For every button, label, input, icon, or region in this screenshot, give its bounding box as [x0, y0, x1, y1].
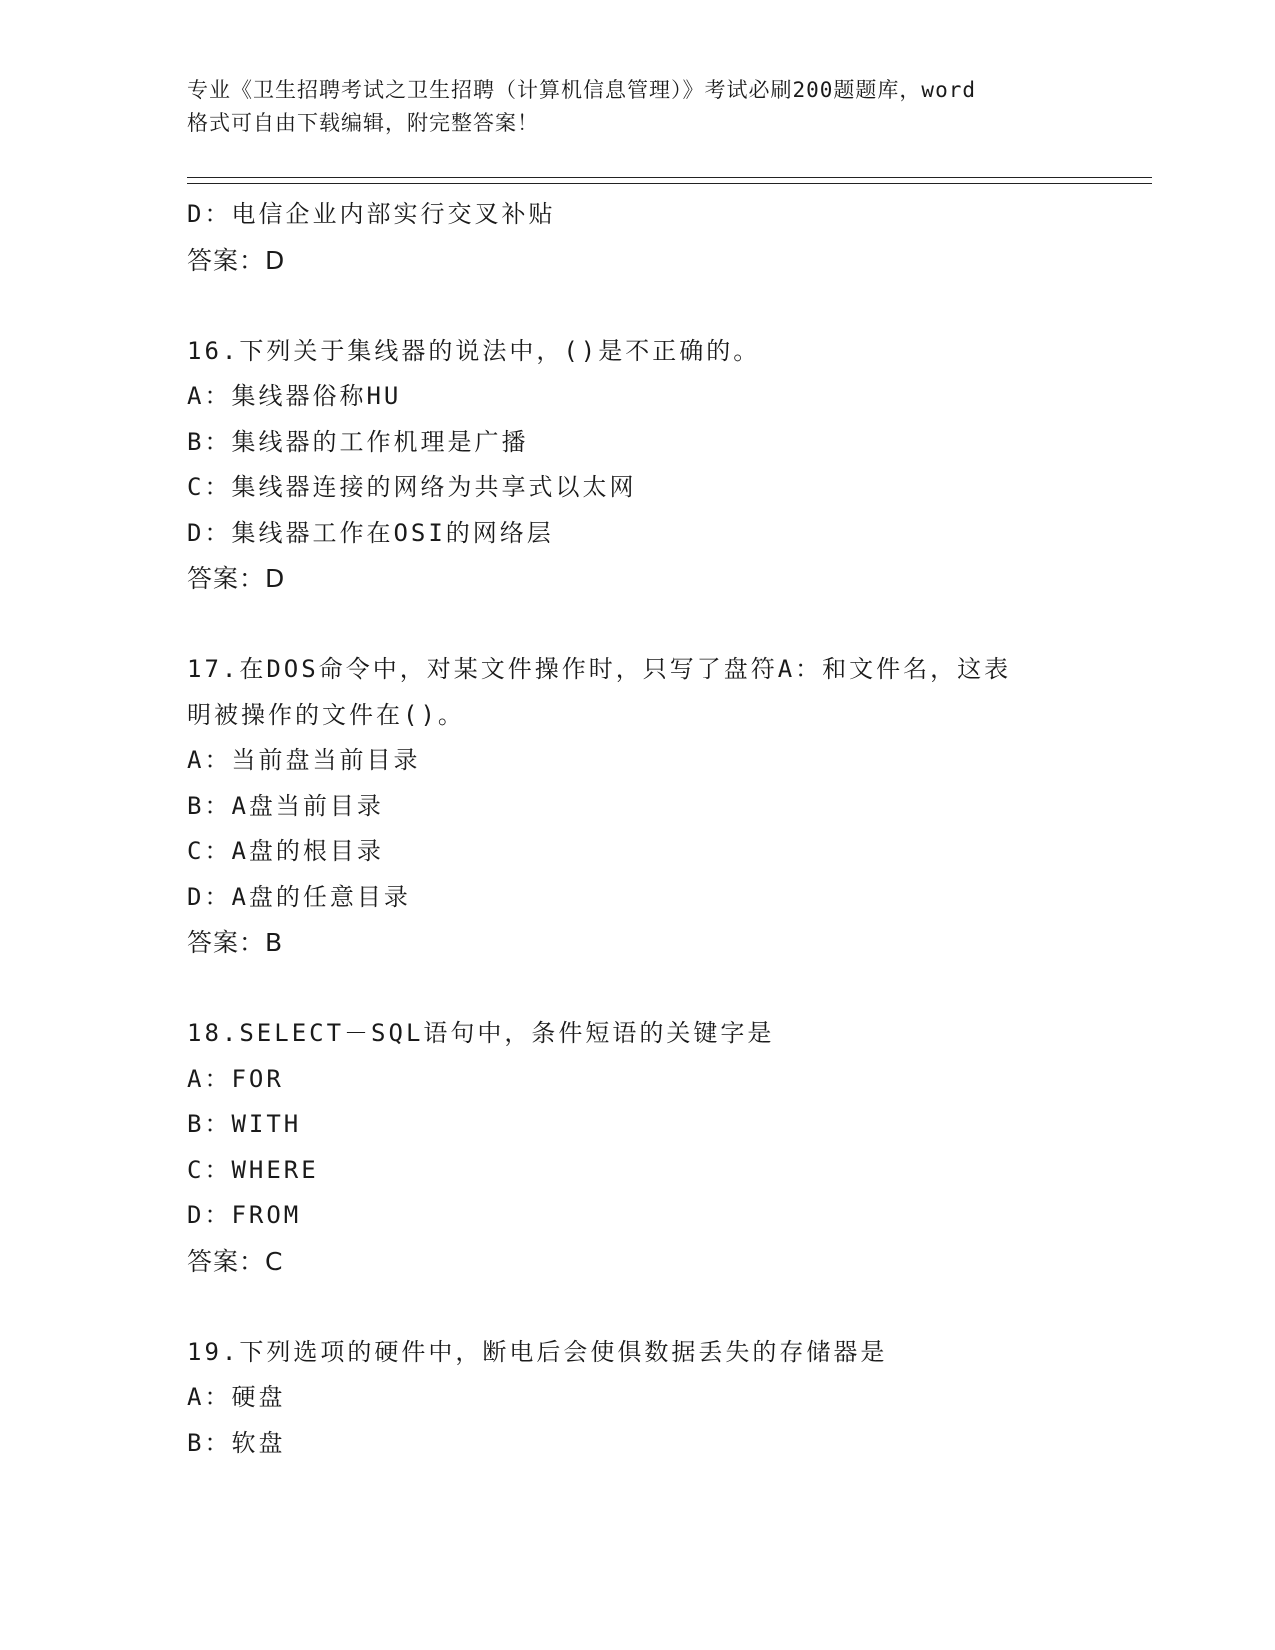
- option-a: A：FOR: [187, 1064, 284, 1093]
- question-text: 16.下列关于集线器的说法中，()是不正确的。: [187, 336, 761, 365]
- answer-line: 答案：D: [187, 564, 286, 593]
- option-c: C：集线器连接的网络为共享式以太网: [187, 473, 637, 501]
- answer-line: 答案：C: [187, 1246, 284, 1276]
- spacer: [187, 966, 1087, 1012]
- header-divider-bottom: [187, 183, 1152, 184]
- question-text-continued: 明被操作的文件在()。: [187, 700, 465, 729]
- option-d: D：FROM: [187, 1201, 302, 1229]
- question-list: [187, 192, 1087, 1466]
- spacer: [187, 283, 1087, 329]
- spacer: [187, 1284, 1087, 1330]
- question-19: [187, 1330, 1087, 1467]
- question-text: 17.在DOS命令中，对某文件操作时，只写了盘符A：和文件名，这表: [187, 655, 1012, 683]
- option-b: B：A盘当前目录: [187, 791, 384, 820]
- option-a: A：集线器俗称HU: [187, 382, 402, 410]
- option-b: B：WITH: [187, 1110, 302, 1138]
- option-b: B：集线器的工作机理是广播: [187, 427, 529, 456]
- option-c: C：A盘的根目录: [187, 837, 384, 865]
- question-18: [187, 1011, 1087, 1284]
- option-a: A：当前盘当前目录: [187, 746, 421, 774]
- option-c: C：WHERE: [187, 1155, 319, 1184]
- question-text: 19.下列选项的硬件中，断电后会使俱数据丢失的存储器是: [187, 1337, 888, 1366]
- header-line-2: 格式可自由下载编辑，附完整答案！: [187, 111, 539, 135]
- document-header: [187, 74, 1087, 140]
- question-17: [187, 647, 1087, 966]
- option-d: D：电信企业内部实行交叉补贴: [187, 200, 556, 228]
- header-divider-top: [187, 177, 1152, 178]
- answer-line: 答案：B: [187, 928, 284, 957]
- option-b: B：软盘: [187, 1428, 286, 1457]
- option-a: A：硬盘: [187, 1383, 286, 1411]
- answer-line: 答案：D: [187, 245, 286, 275]
- question-16: [187, 329, 1087, 602]
- header-line-1: 专业《卫生招聘考试之卫生招聘（计算机信息管理）》考试必刷200题题库，word: [187, 78, 976, 102]
- spacer: [187, 602, 1087, 648]
- option-d: D：A盘的任意目录: [187, 882, 411, 911]
- question-text: 18.SELECT－SQL语句中，条件短语的关键字是: [187, 1019, 775, 1047]
- option-d: D：集线器工作在OSI的网络层: [187, 518, 554, 547]
